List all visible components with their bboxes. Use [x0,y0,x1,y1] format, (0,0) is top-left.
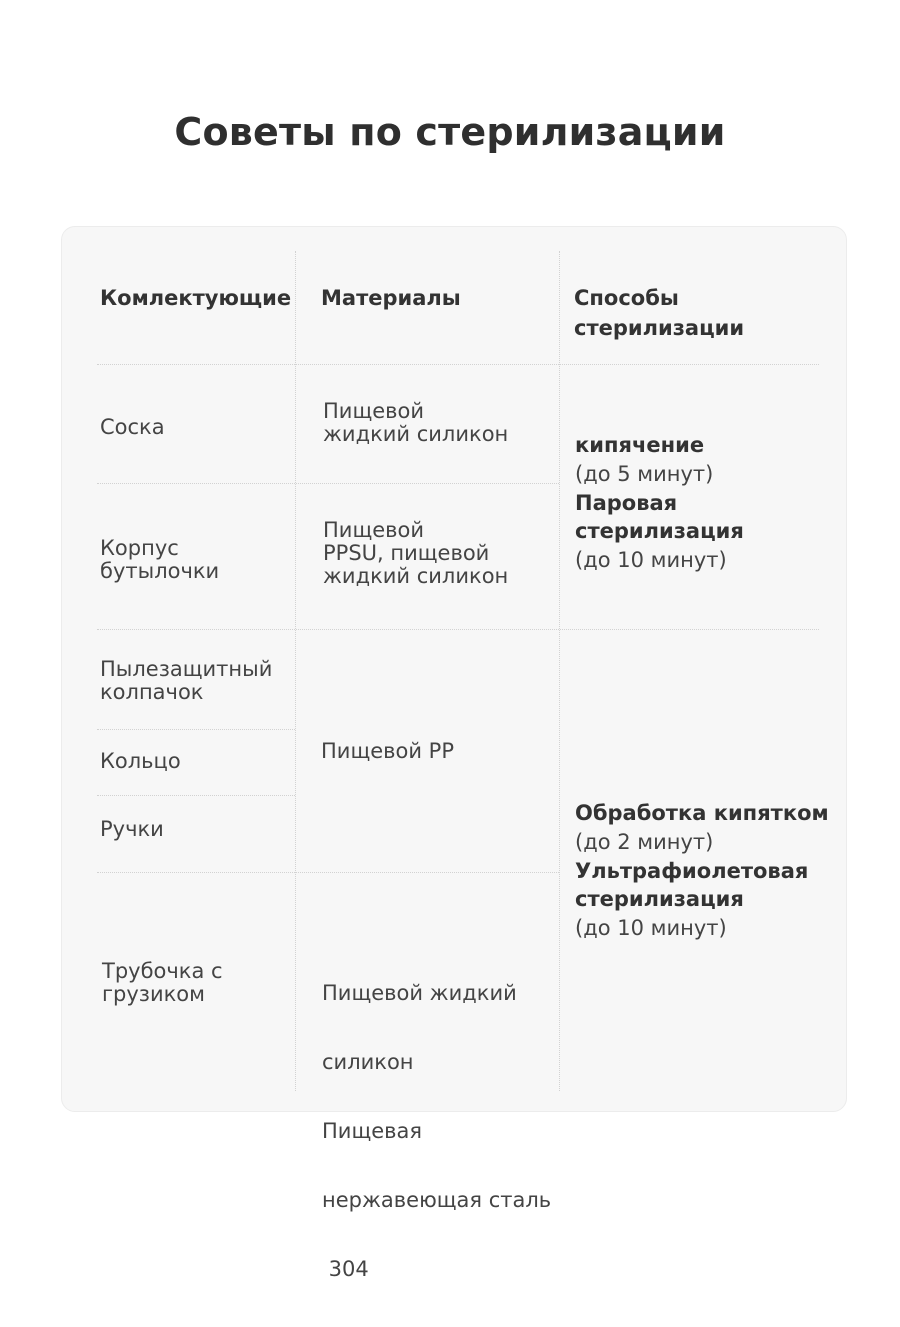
method-uv-line1: Ультрафиолетовая [575,859,809,883]
row-divider-dust-cap [97,729,295,730]
material-body [323,519,508,588]
material-body-line2: PPSU, пищевой [323,541,490,565]
material-straw-line5: 304 [322,1257,369,1281]
material-nipple-line2: жидкий силикон [323,422,509,446]
column-divider-2 [559,251,560,1091]
component-handles: Ручки [100,817,164,841]
component-body-line1: Корпус [100,536,179,560]
method-boil: кипячение [575,433,705,457]
page-title: Советы по стерилизации [174,110,726,154]
material-straw-line3: Пищевая [322,1119,423,1143]
sterilization-table [61,226,847,1281]
column-divider-1 [295,251,296,1091]
row-divider-nipple [97,483,559,484]
row-divider-body [97,629,819,630]
header-methods-line2: стерилизации [574,316,745,340]
row-divider-ring [97,795,295,796]
material-straw-line1: Пищевой жидкий [322,981,517,1005]
component-straw-line1: Трубочка с [102,959,223,983]
header-methods-line1: Способы [574,286,679,310]
header-methods [574,283,744,343]
header-materials: Материалы [321,286,461,310]
component-ring: Кольцо [100,749,181,773]
method-boil-time: (до 5 минут) [575,462,714,486]
method-steam-time: (до 10 минут) [575,548,727,572]
component-straw-line2: грузиком [102,982,205,1006]
component-dust-cap-line2: колпачок [100,680,204,704]
material-nipple-line1: Пищевой [323,399,425,423]
component-straw [102,960,223,1006]
method-uv-line2: стерилизация [575,887,744,911]
method-steam: Паровая стерилизация [575,491,744,543]
methods-group-2 [575,799,829,943]
component-nipple: Соска [100,415,165,439]
row-divider-handles [97,872,559,873]
component-dust-cap-line1: Пылезащитный [100,657,273,681]
component-dust-cap [100,658,272,704]
material-straw-line4: нержавеющая сталь [322,1188,552,1212]
header-divider [97,364,819,365]
component-body-line2: бутылочки [100,559,220,583]
method-hot-water-time: (до 2 минут) [575,830,714,854]
material-body-line1: Пищевой [323,518,425,542]
material-straw [322,936,551,1327]
method-hot-water: Обработка кипятком [575,801,829,825]
material-nipple [323,400,508,446]
method-uv-time: (до 10 минут) [575,916,727,940]
material-straw-line2: силикон [322,1050,414,1074]
header-components: Комлектующие [100,286,292,310]
material-pp: Пищевой PP [321,739,455,763]
component-body [100,537,219,583]
material-body-line3: жидкий силикон [323,564,509,588]
methods-group-1 [575,431,846,575]
